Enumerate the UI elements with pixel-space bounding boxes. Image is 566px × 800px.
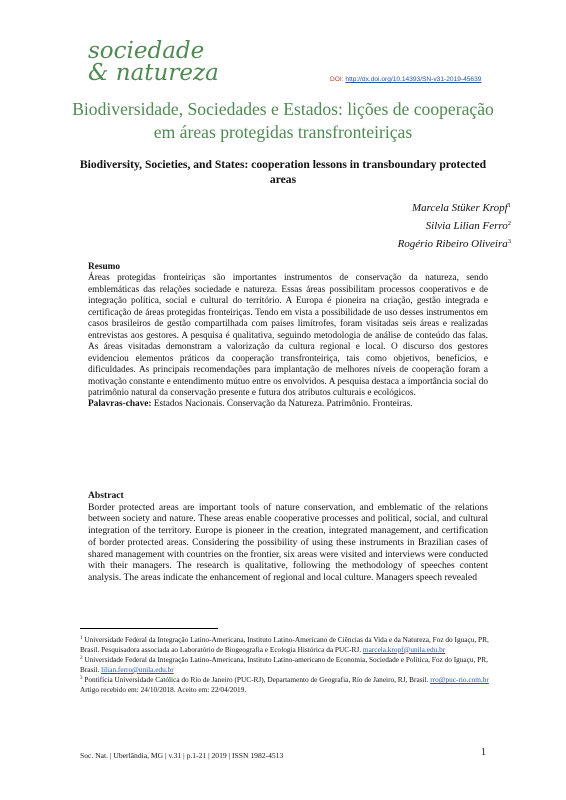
keywords-label: Palavras-chave: <box>88 399 152 410</box>
page-number: 1 <box>481 747 486 758</box>
resumo-section <box>88 262 488 411</box>
title-portuguese: Biodiversidade, Sociedades e Estados: lições de cooperação em áreas protegidas transfronteiriças <box>72 99 494 142</box>
author: Silvia Lilian Ferro$^2$ <box>425 220 511 232</box>
journal-logo <box>88 40 219 84</box>
doi-link[interactable]: http://dx.doi.org/10.14393/SN-v31-2019-45639 <box>345 76 482 83</box>
doi-label: DOI: <box>330 76 344 83</box>
journal-logo-line2: & natureza <box>88 60 219 86</box>
footnotes <box>80 634 490 695</box>
journal-logo-line1: sociedade <box>88 38 205 64</box>
footnote: $^3$ Pontifícia Universidade Católica do Rio de Janeiro (PUC-RJ), Departamento de Geografia, Rio de Janeiro, RJ, Brasil. rro@puc-rio.com.br <box>80 675 489 685</box>
doi <box>330 76 481 83</box>
article-dates: Artigo recebido em: 24/10/2018. Aceito em: 22/04/2019. <box>80 684 247 694</box>
abstract-heading: Abstract <box>88 490 124 501</box>
title-english: Biodiversity, Societies, and States: cooperation lessons in transboundary protected areas <box>79 158 487 186</box>
footnote-divider <box>80 628 218 629</box>
email-link[interactable]: lilian.ferro@unila.edu.br <box>101 664 174 674</box>
footnote: $^2$ Universidade Federal da Integração Latino-Americana, Instituto Latino-americano de Economia, Sociedade e Política, Foz do Iguaçu, PR, Brasil. lilian.ferro@unila.edu.br <box>80 655 488 674</box>
keywords: Estados Nacionais. Conservação da Natureza. Patrimônio. Fronteiras. <box>153 399 413 410</box>
abstract-section <box>88 490 488 584</box>
author: Rogério Ribeiro Oliveira$^3$ <box>397 238 511 250</box>
author-list <box>398 198 511 252</box>
page-footer: Soc. Nat. | Uberlândia, MG | v.31 | p.1-21 | 2019 | ISSN 1982-4513 <box>80 751 284 760</box>
footnote: $^1$ Universidade Federal da Integração Latino-Americana, Instituto Latino-Americano de Ciências da Vida e da Natureza, Foz do Iguaçu, PR, Brasil. Pesquisadora associada ao Laboratório de Biogeografia e Ecologia Histórica da PUC-RJ. marcela.kropf@unila.edu.br <box>80 635 489 654</box>
abstract-text: Border protected areas are important tools of nature conservation, and emblematic of the relations between society and nature. These areas enable cooperative processes and political, social, and cultural integration of the territory. Europe is pioneer in the creation, integrated management, and certification of border protected areas. Considering the possibility of using these instruments in Brazilian cases of shared management with countries on the frontier, six areas were visited and interviews were conducted with their managers. The research is qualitative, following the methodology of speeches content analysis. The areas indicate the enhancement of regional and local culture. Managers speech revealed <box>88 501 488 583</box>
author: Marcela Stüker Kropf$^1$ <box>412 202 511 214</box>
email-link[interactable]: marcela.kropf@unila.edu.br <box>362 644 446 654</box>
resumo-text: Áreas protegidas fronteiriças são importantes instrumentos de conservação da natureza, sendo emblemáticas das relações sociedade e natureza. Essas áreas possibilitam processos cooperativos e de integração política, social e cultural do território. A Europa é pioneira na criação, gestão integrada e certificação de áreas protegidas fronteiriças. Tendo em vista a possibilidade de uso desses instrumentos em casos brasileiros de gestão compartilhada com países limítrofes, foram visitadas seis áreas e realizadas entrevistas aos gestores. A pesquisa é qualitativa, seguindo metodologia de análise de conteúdo das falas. As áreas visitadas demonstram a valorização da cultura regional e local. O discurso dos gestores evidenciou elementos práticos da cooperação transfronteiriça, tais como objetivos, benefícios, e dificuldades. As principais recomendações para implantação de melhores níveis de cooperação foram a motivação constante e entendimento mútuo entre os envolvidos. A pesquisa destaca a importância social do patrimônio natural da conservação presente e futura dos atributos culturais e ecológicos. <box>88 273 488 398</box>
email-link[interactable]: rro@puc-rio.com.br <box>430 675 489 685</box>
resumo-heading: Resumo <box>88 262 121 272</box>
